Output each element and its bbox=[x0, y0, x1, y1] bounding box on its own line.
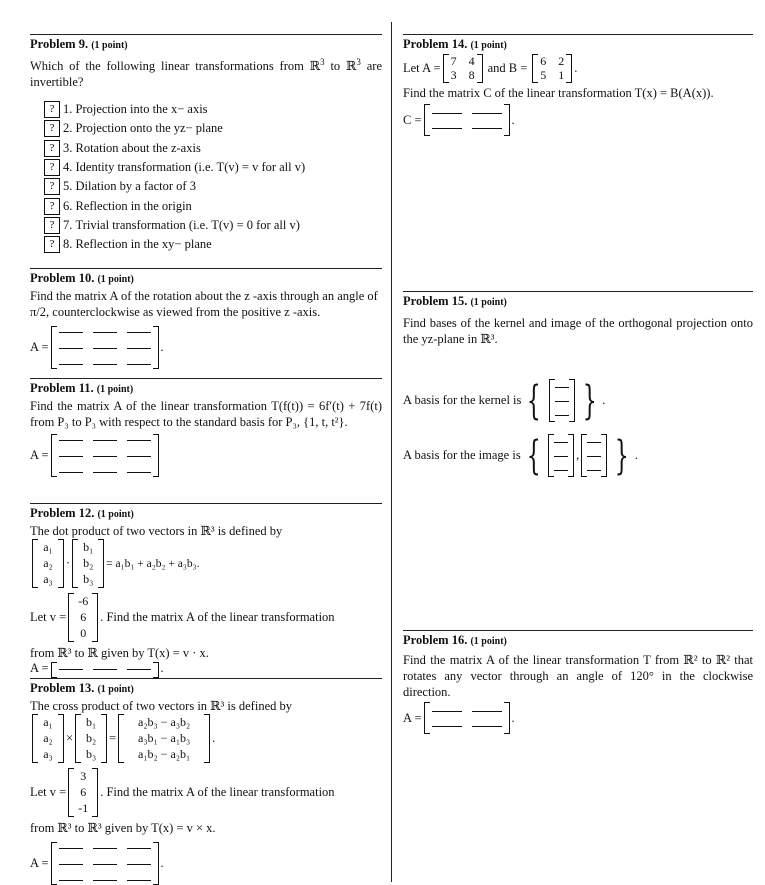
vector-entry-input[interactable] bbox=[555, 395, 569, 406]
image-label: A basis for the image is bbox=[403, 448, 521, 462]
vector-entry: 3 bbox=[80, 769, 87, 783]
answer-box[interactable]: ? bbox=[44, 198, 60, 215]
option-number: 1. bbox=[63, 102, 73, 117]
column-divider bbox=[391, 22, 392, 882]
matrix-entry-input[interactable] bbox=[93, 434, 117, 445]
option-text: Dilation by a factor of 3 bbox=[75, 179, 196, 194]
answer-matrix-3x3 bbox=[51, 326, 159, 369]
period: . bbox=[511, 710, 515, 725]
matrix-entry-input[interactable] bbox=[59, 466, 83, 477]
option-number: 6. bbox=[63, 198, 73, 213]
problem-9-heading bbox=[30, 37, 382, 52]
problem-points: (1 point) bbox=[470, 40, 507, 51]
reals-symbol: ℝ bbox=[346, 59, 357, 73]
matrix-entry: 5 bbox=[540, 68, 547, 82]
vector-entry-input[interactable] bbox=[587, 436, 601, 447]
matrix-entry-input[interactable] bbox=[127, 358, 151, 369]
problem-points: (1 point) bbox=[97, 684, 134, 695]
problem-16-question: Find the matrix A of the linear transformation T from ℝ² to ℝ² that rotates any vector through an angle of 120° in the clockwise direction. bbox=[403, 653, 753, 699]
problem-title: Problem 16. bbox=[403, 633, 468, 647]
matrix-entry: 4 bbox=[468, 54, 475, 68]
answer-row bbox=[30, 842, 382, 885]
vector-v bbox=[68, 768, 98, 817]
vector-entry: 0 bbox=[80, 626, 87, 640]
problem-points: (1 point) bbox=[91, 40, 128, 51]
dot-product-definition bbox=[30, 539, 382, 588]
vector-entry: b₃ bbox=[85, 747, 97, 761]
answer-row bbox=[403, 702, 753, 734]
matrix-entry-input[interactable] bbox=[93, 466, 117, 477]
problem-title: Problem 9. bbox=[30, 37, 89, 51]
vector-entry: b₂ bbox=[83, 556, 94, 570]
question-text: , counterclockwise as viewed from the positive z -axis. bbox=[46, 305, 321, 319]
matrix-entry: 6 bbox=[540, 54, 547, 68]
option-number: 8. bbox=[63, 237, 73, 252]
matrix-entry-input[interactable] bbox=[432, 720, 462, 731]
matrix-entry-input[interactable] bbox=[472, 107, 502, 118]
vector-entry: b₁ bbox=[83, 540, 94, 554]
period: . bbox=[511, 112, 515, 127]
left-brace-icon: { bbox=[526, 432, 541, 479]
matrix-entry-input[interactable] bbox=[59, 450, 83, 461]
vector-entry: a₂ bbox=[43, 556, 53, 570]
question-text: to bbox=[330, 59, 341, 73]
comma: , bbox=[576, 448, 580, 462]
image-vector-1 bbox=[548, 434, 574, 477]
option-6[interactable] bbox=[44, 196, 382, 215]
matrix-entry-input[interactable] bbox=[59, 326, 83, 337]
vector-a bbox=[32, 714, 64, 763]
problem-13-transformation: from ℝ³ to ℝ³ given by T(x) = v × x. bbox=[30, 821, 216, 835]
matrix-entry-input[interactable] bbox=[59, 842, 83, 853]
option-text: Trivial transformation (i.e. T(v) = 0 for all v) bbox=[75, 217, 300, 232]
option-8[interactable] bbox=[44, 235, 382, 254]
option-text: Reflection in the xy− plane bbox=[75, 237, 212, 252]
vector-entry: a₂ bbox=[43, 731, 53, 745]
problem-10 bbox=[30, 268, 382, 369]
matrix-entry-input[interactable] bbox=[432, 122, 462, 133]
answer-options bbox=[44, 100, 382, 254]
problem-points: (1 point) bbox=[96, 384, 134, 395]
angle-fraction: π/2 bbox=[30, 305, 47, 319]
cross-operator: × bbox=[66, 731, 74, 745]
matrix-entry-input[interactable] bbox=[127, 842, 151, 853]
option-4[interactable] bbox=[44, 158, 382, 177]
option-number: 4. bbox=[63, 160, 73, 175]
problem-13-heading bbox=[30, 681, 382, 696]
let-v-label: Let v = bbox=[30, 785, 67, 799]
superscript: 3 bbox=[320, 57, 325, 67]
and-b-label: and B = bbox=[487, 61, 528, 75]
matrix-label: A = bbox=[30, 340, 49, 354]
vector-b bbox=[75, 714, 107, 763]
period: . bbox=[160, 856, 164, 870]
equals-sign: = bbox=[109, 731, 117, 745]
matrix-entry-input[interactable] bbox=[59, 358, 83, 369]
answer-matrix-3x3 bbox=[51, 434, 159, 477]
vector-entry: a₁ bbox=[43, 715, 53, 729]
matrices-given bbox=[403, 54, 753, 83]
kernel-basis-row bbox=[403, 379, 753, 422]
problem-12-transformation: from ℝ³ to ℝ given by T(x) = v · x. bbox=[30, 646, 209, 660]
matrix-entry-input[interactable] bbox=[472, 720, 502, 731]
matrix-entry-input[interactable] bbox=[127, 342, 151, 353]
answer-box[interactable]: ? bbox=[44, 159, 60, 176]
period: . bbox=[160, 340, 164, 354]
problem-10-question bbox=[30, 288, 382, 320]
problem-11-question: Find the matrix A of the linear transformation T(f(t)) = 6f′(t) + 7f(t) from P₃ to P₃ with respect to the standard basis for P₃, {1, t, t²}. bbox=[30, 399, 382, 429]
problem-points: (1 point) bbox=[97, 274, 134, 285]
matrix-entry-input[interactable] bbox=[59, 342, 83, 353]
matrix-entry-input[interactable] bbox=[93, 874, 117, 885]
right-brace-icon: } bbox=[582, 377, 597, 424]
vector-entry: a₁b₂ − a₂b₁ bbox=[138, 747, 191, 761]
problem-11-heading bbox=[30, 381, 382, 396]
matrix-entry-input[interactable] bbox=[432, 705, 462, 716]
problem-points: (1 point) bbox=[470, 297, 507, 308]
vector-entry: a₃ bbox=[43, 572, 53, 586]
option-3[interactable] bbox=[44, 139, 382, 158]
answer-box[interactable]: ? bbox=[44, 101, 60, 118]
problem-title: Problem 12. bbox=[30, 506, 95, 520]
problem-14-heading bbox=[403, 37, 753, 52]
matrix-entry-input[interactable] bbox=[59, 858, 83, 869]
question-text: . Find the matrix A of the linear transformation bbox=[100, 785, 335, 799]
image-vector-2 bbox=[581, 434, 607, 477]
problem-12 bbox=[30, 503, 382, 676]
vector-entry-input[interactable] bbox=[555, 381, 569, 392]
let-v-label: Let v = bbox=[30, 610, 67, 624]
period: . bbox=[602, 393, 606, 407]
matrix-entry-input[interactable] bbox=[432, 107, 462, 118]
vector-entry: 6 bbox=[80, 610, 87, 624]
vector-cross-result bbox=[118, 714, 210, 763]
vector-entry-input[interactable] bbox=[555, 409, 569, 420]
problem-12-question: The dot product of two vectors in ℝ³ is defined by bbox=[30, 524, 283, 538]
matrix-entry-input[interactable] bbox=[59, 874, 83, 885]
problem-16-heading bbox=[403, 633, 753, 648]
vector-entry-input[interactable] bbox=[554, 450, 568, 461]
let-v-row bbox=[30, 768, 382, 817]
problem-title: Problem 14. bbox=[403, 37, 468, 51]
period: . bbox=[212, 731, 216, 745]
problem-title: Problem 11. bbox=[30, 381, 94, 395]
dot-operator: · bbox=[66, 556, 71, 570]
left-brace-icon: { bbox=[527, 377, 542, 424]
problem-9-question bbox=[30, 54, 382, 90]
matrix-entry-input[interactable] bbox=[93, 842, 117, 853]
matrix-entry: 1 bbox=[558, 68, 565, 82]
vector-entry: 6 bbox=[80, 785, 87, 799]
dot-formula: = a₁b₁ + a₂b₂ + a₃b₃. bbox=[106, 557, 200, 570]
problem-title: Problem 10. bbox=[30, 271, 95, 285]
answer-box[interactable]: ? bbox=[44, 120, 60, 137]
vector-entry-input[interactable] bbox=[587, 450, 601, 461]
problem-title: Problem 13. bbox=[30, 681, 95, 695]
option-number: 7. bbox=[63, 217, 73, 232]
superscript: 3 bbox=[356, 57, 361, 67]
period: . bbox=[574, 61, 578, 75]
period: . bbox=[634, 448, 638, 462]
problem-16 bbox=[403, 630, 753, 734]
problem-12-heading bbox=[30, 506, 382, 521]
cross-product-definition bbox=[30, 714, 382, 763]
reals-symbol: ℝ bbox=[309, 59, 321, 73]
matrix-entry-input[interactable] bbox=[127, 466, 151, 477]
matrix-entry-input[interactable] bbox=[93, 326, 117, 337]
vector-entry: b₁ bbox=[85, 715, 97, 729]
option-number: 5. bbox=[63, 179, 73, 194]
problem-15-heading bbox=[403, 294, 753, 309]
vector-entry: b₃ bbox=[83, 572, 94, 586]
vector-entry: -1 bbox=[78, 801, 89, 815]
answer-row bbox=[403, 104, 753, 136]
matrix-label: A = bbox=[30, 856, 49, 870]
answer-box[interactable]: ? bbox=[44, 236, 60, 253]
matrix-entry-input[interactable] bbox=[127, 663, 151, 674]
problem-14-question: Find the matrix C of the linear transformation T(x) = B(A(x)). bbox=[403, 86, 714, 100]
problem-11 bbox=[30, 378, 382, 477]
answer-row bbox=[30, 434, 382, 477]
answer-matrix-3x3 bbox=[51, 842, 159, 885]
matrix-label: A = bbox=[30, 448, 49, 462]
problem-points: (1 point) bbox=[470, 636, 507, 647]
answer-matrix-2x2 bbox=[424, 702, 510, 734]
matrix-entry-input[interactable] bbox=[59, 434, 83, 445]
vector-entry: -6 bbox=[78, 594, 89, 608]
option-number: 2. bbox=[63, 121, 73, 136]
matrix-entry-input[interactable] bbox=[93, 858, 117, 869]
option-text: Identity transformation (i.e. T(v) = v for all v) bbox=[75, 160, 306, 175]
vector-entry: a₁ bbox=[43, 540, 53, 554]
answer-row bbox=[30, 326, 382, 369]
question-text: Which of the following linear transformations from bbox=[30, 59, 304, 73]
answer-box[interactable]: ? bbox=[44, 217, 60, 234]
matrix-entry: 3 bbox=[450, 68, 457, 82]
matrix-entry-input[interactable] bbox=[93, 663, 117, 674]
vector-entry: b₂ bbox=[85, 731, 97, 745]
problem-points: (1 point) bbox=[97, 509, 134, 520]
question-text: Find the matrix A of the rotation about the z -axis through an angle of bbox=[30, 289, 378, 303]
option-text: Projection onto the yz− plane bbox=[75, 121, 223, 136]
matrix-entry-input[interactable] bbox=[127, 874, 151, 885]
question-text: are invertible? bbox=[30, 59, 383, 89]
problem-10-heading bbox=[30, 271, 382, 286]
vector-entry-input[interactable] bbox=[587, 464, 601, 475]
problem-9 bbox=[30, 34, 382, 254]
matrix-entry-input[interactable] bbox=[127, 434, 151, 445]
option-7[interactable] bbox=[44, 216, 382, 235]
matrix-entry-input[interactable] bbox=[93, 450, 117, 461]
let-v-row bbox=[30, 593, 382, 642]
problem-15 bbox=[403, 291, 753, 477]
matrix-entry-input[interactable] bbox=[127, 326, 151, 337]
vector-b bbox=[72, 539, 104, 588]
matrix-label: A = bbox=[403, 710, 422, 725]
matrix-entry-input[interactable] bbox=[127, 858, 151, 869]
answer-matrix-1x3 bbox=[51, 662, 159, 676]
option-5[interactable] bbox=[44, 177, 382, 196]
matrix-entry: 7 bbox=[450, 54, 457, 68]
answer-box[interactable]: ? bbox=[44, 178, 60, 195]
answer-row bbox=[30, 661, 382, 676]
problem-title: Problem 15. bbox=[403, 294, 468, 308]
vector-entry: a₃ bbox=[43, 747, 53, 761]
matrix-entry-input[interactable] bbox=[93, 358, 117, 369]
matrix-b bbox=[532, 54, 572, 83]
vector-v bbox=[68, 593, 98, 642]
matrix-entry-input[interactable] bbox=[59, 663, 83, 674]
matrix-label: A = bbox=[30, 661, 49, 675]
matrix-label: C = bbox=[403, 112, 422, 127]
vector-entry-input[interactable] bbox=[554, 436, 568, 447]
period: . bbox=[160, 661, 164, 675]
option-number: 3. bbox=[63, 140, 73, 155]
kernel-vector bbox=[549, 379, 575, 422]
matrix-entry: 2 bbox=[558, 54, 565, 68]
let-a-label: Let A = bbox=[403, 61, 441, 75]
matrix-a bbox=[443, 54, 483, 83]
kernel-label: A basis for the kernel is bbox=[403, 393, 522, 407]
problem-13-question: The cross product of two vectors in ℝ³ is defined by bbox=[30, 699, 292, 713]
problem-13 bbox=[30, 678, 382, 885]
image-basis-row bbox=[403, 434, 753, 477]
matrix-entry-input[interactable] bbox=[472, 705, 502, 716]
matrix-entry-input[interactable] bbox=[472, 122, 502, 133]
option-text: Rotation about the z-axis bbox=[75, 140, 201, 155]
vector-entry: a₃b₁ − a₁b₃ bbox=[138, 731, 191, 745]
matrix-entry-input[interactable] bbox=[93, 342, 117, 353]
option-1[interactable] bbox=[44, 100, 382, 119]
option-2[interactable] bbox=[44, 119, 382, 138]
answer-matrix-2x2 bbox=[424, 104, 510, 136]
matrix-entry-input[interactable] bbox=[127, 450, 151, 461]
matrix-entry: 8 bbox=[468, 68, 475, 82]
problem-15-question: Find bases of the kernel and image of the orthogonal projection onto the yz-plane in ℝ³. bbox=[403, 316, 753, 346]
option-text: Projection into the x− axis bbox=[75, 102, 208, 117]
question-text: . Find the matrix A of the linear transformation bbox=[100, 610, 335, 624]
right-brace-icon: } bbox=[615, 432, 630, 479]
answer-box[interactable]: ? bbox=[44, 140, 60, 157]
vector-entry-input[interactable] bbox=[554, 464, 568, 475]
vector-entry: a₂b₃ − a₃b₂ bbox=[138, 715, 191, 729]
vector-a bbox=[32, 539, 64, 588]
option-text: Reflection in the origin bbox=[75, 198, 192, 213]
problem-14 bbox=[403, 34, 753, 136]
